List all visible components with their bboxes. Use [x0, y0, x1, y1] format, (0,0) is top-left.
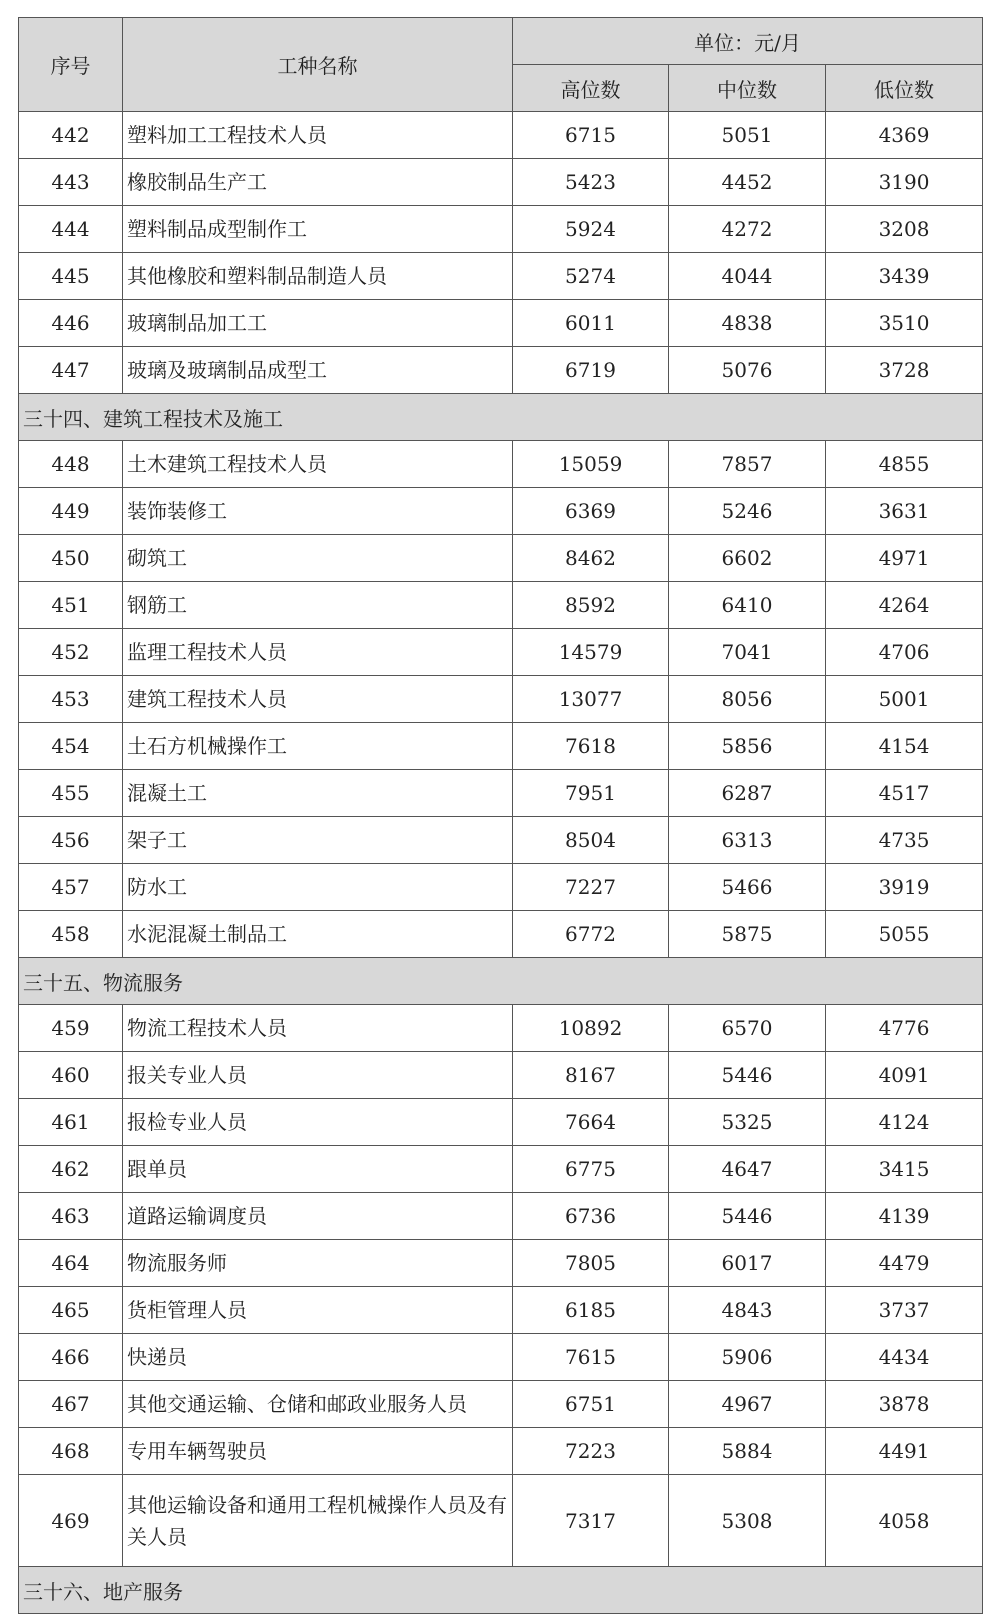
row-low-cell: 3510: [826, 300, 983, 347]
row-mid-cell: 6570: [669, 1005, 826, 1052]
row-seq-cell: 443: [19, 159, 123, 206]
row-mid-cell: 6313: [669, 817, 826, 864]
row-low-cell: 4971: [826, 535, 983, 582]
row-seq-cell: 450: [19, 535, 123, 582]
table-row: [19, 676, 983, 723]
row-seq-cell: 458: [19, 911, 123, 958]
row-high-cell: 6736: [513, 1193, 669, 1240]
row-low-cell: 3728: [826, 347, 983, 394]
row-high-cell: 5274: [513, 253, 669, 300]
header-seq: 序号: [19, 18, 123, 112]
row-low-cell: 5001: [826, 676, 983, 723]
row-high-cell: 7227: [513, 864, 669, 911]
row-high-cell: 6369: [513, 488, 669, 535]
row-job-name-cell: 防水工: [123, 864, 513, 911]
table-header: [19, 18, 983, 112]
row-mid-cell: 5446: [669, 1193, 826, 1240]
row-high-cell: 7223: [513, 1428, 669, 1475]
row-mid-cell: 4647: [669, 1146, 826, 1193]
row-job-name-cell: 建筑工程技术人员: [123, 676, 513, 723]
row-seq-cell: 445: [19, 253, 123, 300]
row-seq-cell: 466: [19, 1334, 123, 1381]
row-job-name-cell: 报检专业人员: [123, 1099, 513, 1146]
row-mid-cell: 4452: [669, 159, 826, 206]
row-job-name-cell: 砌筑工: [123, 535, 513, 582]
row-high-cell: 8592: [513, 582, 669, 629]
wage-table: [18, 17, 983, 1614]
row-mid-cell: 4843: [669, 1287, 826, 1334]
table-row: [19, 1475, 983, 1567]
row-high-cell: 6011: [513, 300, 669, 347]
row-job-name-cell: 钢筋工: [123, 582, 513, 629]
row-job-name-cell: 快递员: [123, 1334, 513, 1381]
row-low-cell: 3415: [826, 1146, 983, 1193]
row-seq-cell: 457: [19, 864, 123, 911]
row-job-name-cell: 其他橡胶和塑料制品制造人员: [123, 253, 513, 300]
row-mid-cell: 6017: [669, 1240, 826, 1287]
row-job-name-cell: 监理工程技术人员: [123, 629, 513, 676]
row-low-cell: 4735: [826, 817, 983, 864]
row-seq-cell: 460: [19, 1052, 123, 1099]
row-high-cell: 6775: [513, 1146, 669, 1193]
row-mid-cell: 5325: [669, 1099, 826, 1146]
row-job-name-cell: 报关专业人员: [123, 1052, 513, 1099]
row-seq-cell: 468: [19, 1428, 123, 1475]
row-seq-cell: 453: [19, 676, 123, 723]
row-high-cell: 7317: [513, 1475, 669, 1567]
table-row: [19, 159, 983, 206]
row-seq-cell: 459: [19, 1005, 123, 1052]
row-job-name-cell: 土石方机械操作工: [123, 723, 513, 770]
row-low-cell: 3190: [826, 159, 983, 206]
row-high-cell: 8167: [513, 1052, 669, 1099]
row-high-cell: 13077: [513, 676, 669, 723]
row-high-cell: 7805: [513, 1240, 669, 1287]
table-body: [19, 112, 983, 1614]
row-low-cell: 4058: [826, 1475, 983, 1567]
section-row: [19, 394, 983, 441]
header-mid: 中位数: [669, 65, 826, 112]
row-job-name-cell: 物流工程技术人员: [123, 1005, 513, 1052]
row-low-cell: 4264: [826, 582, 983, 629]
row-high-cell: 7951: [513, 770, 669, 817]
row-low-cell: 3208: [826, 206, 983, 253]
row-mid-cell: 8056: [669, 676, 826, 723]
row-low-cell: 4124: [826, 1099, 983, 1146]
table-row: [19, 1146, 983, 1193]
row-job-name-cell: 塑料加工工程技术人员: [123, 112, 513, 159]
header-unit: 单位：元/月: [513, 18, 983, 65]
row-mid-cell: 4272: [669, 206, 826, 253]
row-low-cell: 4154: [826, 723, 983, 770]
row-low-cell: 4369: [826, 112, 983, 159]
row-low-cell: 3919: [826, 864, 983, 911]
row-job-name-cell: 跟单员: [123, 1146, 513, 1193]
table-row: [19, 441, 983, 488]
row-seq-cell: 464: [19, 1240, 123, 1287]
row-mid-cell: 4044: [669, 253, 826, 300]
table-row: [19, 300, 983, 347]
section-title: 三十四、建筑工程技术及施工: [19, 394, 983, 441]
table-row: [19, 206, 983, 253]
row-seq-cell: 447: [19, 347, 123, 394]
row-job-name-cell: 货柜管理人员: [123, 1287, 513, 1334]
table-row: [19, 253, 983, 300]
row-job-name-cell: 水泥混凝土制品工: [123, 911, 513, 958]
row-high-cell: 15059: [513, 441, 669, 488]
row-high-cell: 6751: [513, 1381, 669, 1428]
header-low: 低位数: [826, 65, 983, 112]
row-high-cell: 14579: [513, 629, 669, 676]
row-job-name-cell: 装饰装修工: [123, 488, 513, 535]
row-low-cell: 4517: [826, 770, 983, 817]
row-mid-cell: 5246: [669, 488, 826, 535]
row-low-cell: 4855: [826, 441, 983, 488]
row-job-name-cell: 混凝土工: [123, 770, 513, 817]
row-mid-cell: 5466: [669, 864, 826, 911]
row-low-cell: 3439: [826, 253, 983, 300]
row-high-cell: 7615: [513, 1334, 669, 1381]
row-high-cell: 8462: [513, 535, 669, 582]
section-row: [19, 1567, 983, 1614]
row-job-name-cell: 专用车辆驾驶员: [123, 1428, 513, 1475]
table-row: [19, 488, 983, 535]
row-job-name-cell: 玻璃及玻璃制品成型工: [123, 347, 513, 394]
row-mid-cell: 7857: [669, 441, 826, 488]
row-seq-cell: 444: [19, 206, 123, 253]
section-title: 三十六、地产服务: [19, 1567, 983, 1614]
row-seq-cell: 461: [19, 1099, 123, 1146]
table-row: [19, 1287, 983, 1334]
row-low-cell: 4479: [826, 1240, 983, 1287]
row-seq-cell: 456: [19, 817, 123, 864]
table-row: [19, 1381, 983, 1428]
table-row: [19, 723, 983, 770]
row-mid-cell: 5906: [669, 1334, 826, 1381]
row-high-cell: 7618: [513, 723, 669, 770]
row-low-cell: 3631: [826, 488, 983, 535]
row-mid-cell: 5856: [669, 723, 826, 770]
row-seq-cell: 469: [19, 1475, 123, 1567]
row-low-cell: 3878: [826, 1381, 983, 1428]
row-seq-cell: 451: [19, 582, 123, 629]
table-row: [19, 1099, 983, 1146]
row-mid-cell: 4967: [669, 1381, 826, 1428]
row-high-cell: 6715: [513, 112, 669, 159]
row-high-cell: 5924: [513, 206, 669, 253]
row-mid-cell: 6410: [669, 582, 826, 629]
table-row: [19, 1052, 983, 1099]
table-row: [19, 347, 983, 394]
row-seq-cell: 455: [19, 770, 123, 817]
row-seq-cell: 452: [19, 629, 123, 676]
row-low-cell: 4091: [826, 1052, 983, 1099]
section-row: [19, 958, 983, 1005]
header-job-name: 工种名称: [123, 18, 513, 112]
row-low-cell: 4706: [826, 629, 983, 676]
row-job-name-cell: 架子工: [123, 817, 513, 864]
row-high-cell: 6719: [513, 347, 669, 394]
row-seq-cell: 463: [19, 1193, 123, 1240]
row-mid-cell: 5076: [669, 347, 826, 394]
row-seq-cell: 446: [19, 300, 123, 347]
row-mid-cell: 5308: [669, 1475, 826, 1567]
row-mid-cell: 5884: [669, 1428, 826, 1475]
table-row: [19, 1240, 983, 1287]
row-mid-cell: 5446: [669, 1052, 826, 1099]
row-job-name-cell: 道路运输调度员: [123, 1193, 513, 1240]
row-job-name-cell: 玻璃制品加工工: [123, 300, 513, 347]
row-job-name-cell: 其他交通运输、仓储和邮政业服务人员: [123, 1381, 513, 1428]
row-low-cell: 5055: [826, 911, 983, 958]
row-low-cell: 4491: [826, 1428, 983, 1475]
wage-table-container: [18, 17, 982, 1614]
row-mid-cell: 7041: [669, 629, 826, 676]
row-low-cell: 4776: [826, 1005, 983, 1052]
row-seq-cell: 454: [19, 723, 123, 770]
row-seq-cell: 449: [19, 488, 123, 535]
row-job-name-cell: 土木建筑工程技术人员: [123, 441, 513, 488]
row-high-cell: 8504: [513, 817, 669, 864]
row-high-cell: 5423: [513, 159, 669, 206]
row-job-name-cell: 橡胶制品生产工: [123, 159, 513, 206]
table-row: [19, 817, 983, 864]
row-high-cell: 7664: [513, 1099, 669, 1146]
table-row: [19, 864, 983, 911]
row-seq-cell: 462: [19, 1146, 123, 1193]
table-row: [19, 770, 983, 817]
table-row: [19, 1428, 983, 1475]
section-title: 三十五、物流服务: [19, 958, 983, 1005]
row-seq-cell: 465: [19, 1287, 123, 1334]
row-mid-cell: 5051: [669, 112, 826, 159]
row-mid-cell: 5875: [669, 911, 826, 958]
row-seq-cell: 442: [19, 112, 123, 159]
row-low-cell: 4139: [826, 1193, 983, 1240]
row-seq-cell: 467: [19, 1381, 123, 1428]
table-row: [19, 535, 983, 582]
row-low-cell: 4434: [826, 1334, 983, 1381]
row-high-cell: 10892: [513, 1005, 669, 1052]
table-row: [19, 629, 983, 676]
table-row: [19, 112, 983, 159]
table-row: [19, 1005, 983, 1052]
table-row: [19, 582, 983, 629]
row-mid-cell: 6287: [669, 770, 826, 817]
table-row: [19, 911, 983, 958]
row-job-name-cell: 物流服务师: [123, 1240, 513, 1287]
table-row: [19, 1193, 983, 1240]
row-high-cell: 6772: [513, 911, 669, 958]
row-low-cell: 3737: [826, 1287, 983, 1334]
row-job-name-cell: 其他运输设备和通用工程机械操作人员及有关人员: [123, 1475, 513, 1567]
row-seq-cell: 448: [19, 441, 123, 488]
row-job-name-cell: 塑料制品成型制作工: [123, 206, 513, 253]
table-row: [19, 1334, 983, 1381]
header-high: 高位数: [513, 65, 669, 112]
row-mid-cell: 4838: [669, 300, 826, 347]
row-high-cell: 6185: [513, 1287, 669, 1334]
row-mid-cell: 6602: [669, 535, 826, 582]
